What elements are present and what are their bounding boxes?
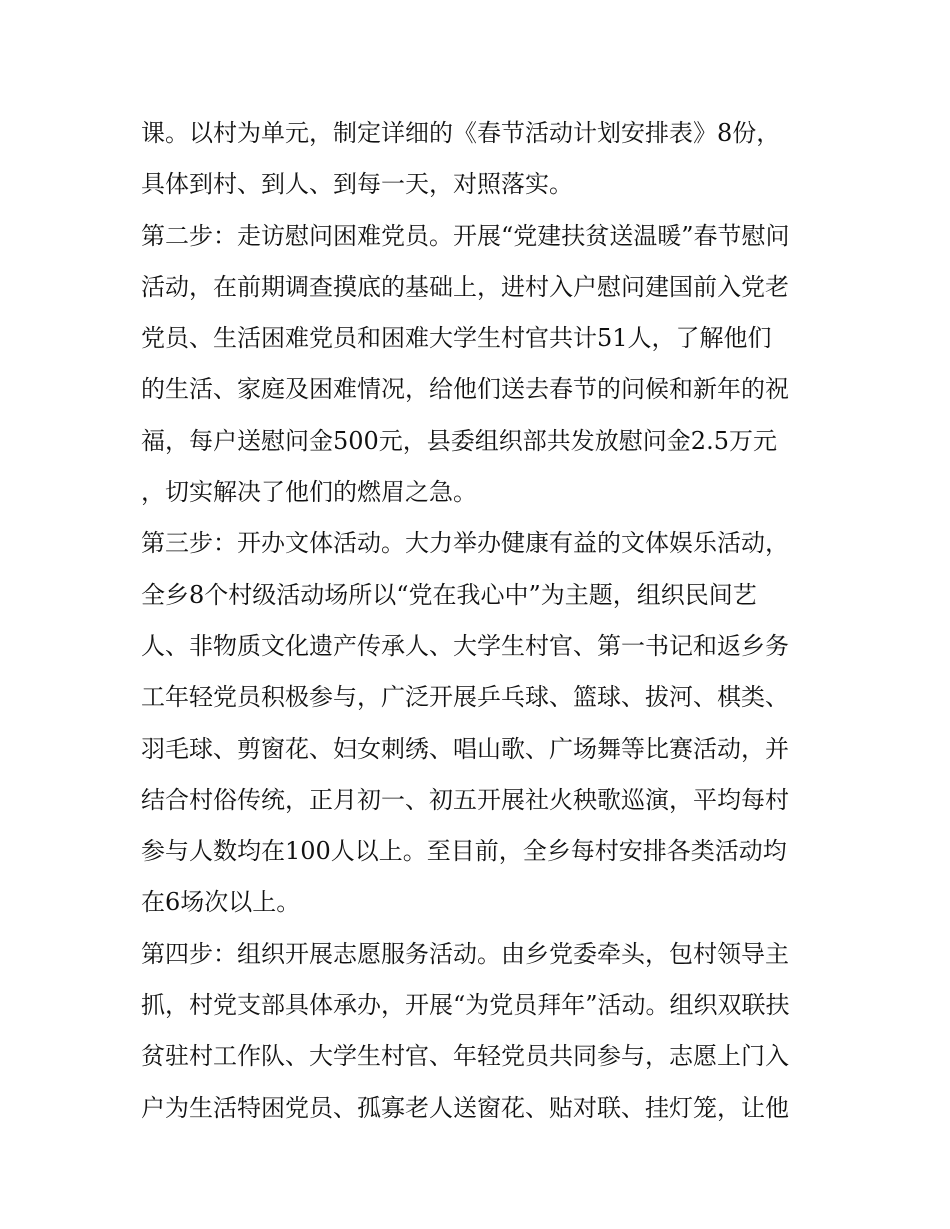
text-line: 羽毛球、剪窗花、妇女刺绣、唱山歌、广场舞等比赛活动，并 <box>141 734 789 763</box>
text-line: 抓，村党支部具体承办，开展“为党员拜年”活动。组织双联扶 <box>141 991 790 1020</box>
text-line: 在6场次以上。 <box>141 888 301 917</box>
text-line: 课。以村为单元，制定详细的《春节活动计划安排表》8份， <box>141 119 781 147</box>
text-line: 人、非物质文化遗产传承人、大学生村官、第一书记和返乡务 <box>141 631 789 660</box>
text-line: 的生活、家庭及困难情况，给他们送去春节的问候和新年的祝 <box>141 375 789 404</box>
text-line: 参与人数均在100人以上。至目前，全乡每村安排各类活动均 <box>141 837 787 866</box>
text-line: 具体到村、到人、到每一天，对照落实。 <box>141 170 573 199</box>
text-line: 户为生活特困党员、孤寡老人送窗花、贴对联、挂灯笼，让他 <box>141 1093 789 1122</box>
text-line: 第二步：走访慰问困难党员。开展“党建扶贫送温暖”春节慰问 <box>141 221 790 250</box>
text-line: 党员、生活困难党员和困难大学生村官共计51人，了解他们 <box>141 324 772 353</box>
text-line: 全乡8个村级活动场所以“党在我心中”为主题，组织民间艺 <box>141 580 757 609</box>
text-line: 福，每户送慰问金500元，县委组织部共发放慰问金2.5万元 <box>141 426 777 455</box>
body-text <box>141 108 821 1134</box>
text-line: 第四步：组织开展志愿服务活动。由乡党委牵头，包村领导主 <box>141 939 789 968</box>
text-line: 结合村俗传统，正月初一、初五开展社火秧歌巡演，平均每村 <box>141 785 789 814</box>
text-line: 工年轻党员积极参与，广泛开展乒乓球、篮球、拔河、棋类、 <box>141 683 789 712</box>
text-line: 第三步：开办文体活动。大力举办健康有益的文体娱乐活动， <box>141 529 789 558</box>
text-line: ，切实解决了他们的燃眉之急。 <box>141 478 477 507</box>
text-line: 贫驻村工作队、大学生村官、年轻党员共同参与，志愿上门入 <box>141 1042 789 1071</box>
text-line: 活动，在前期调查摸底的基础上，进村入户慰问建国前入党老 <box>141 272 789 301</box>
